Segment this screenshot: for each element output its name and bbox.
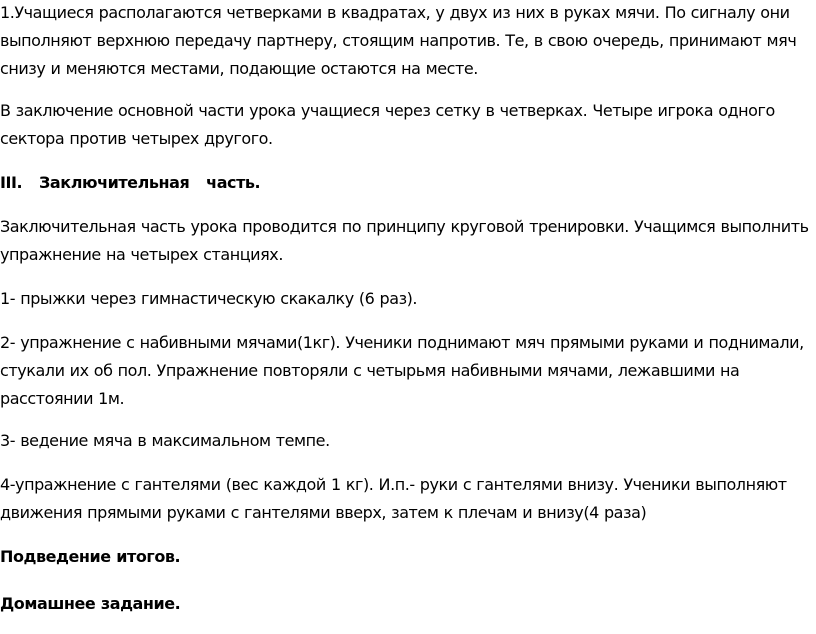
summary-text: Подведение итогов. — [0, 547, 181, 566]
text-line: 1.Учащиеся располагаются четверками в квадратах, у двух из них в руках мячи. По сигналу они — [0, 3, 790, 22]
text-line: 4-упражнение с гантелями (вес каждой 1 кг). И.п.- руки с гантелями внизу. Ученики выполняют — [0, 475, 787, 494]
summary-heading — [0, 543, 816, 571]
section-heading-number: III. — [0, 173, 23, 192]
paragraph-station-1 — [0, 285, 816, 313]
homework-text: Домашнее задание. — [0, 594, 181, 613]
paragraph-final-part-intro — [0, 213, 816, 269]
text-line: Заключительная часть урока проводится по принципу круговой тренировки. Учащимся выполнить — [0, 217, 809, 236]
text-line: В заключение основной части урока учащиеся через сетку в четверках. Четыре игрока одного — [0, 101, 775, 120]
text-line: снизу и меняются местами, подающие остаются на месте. — [0, 59, 478, 78]
section-heading-title: Заключительная часть. — [39, 173, 261, 192]
text-line: стукали их об пол. Упражнение повторяли с четырьмя набивными мячами, лежавшими на — [0, 361, 740, 380]
section-heading — [0, 169, 816, 197]
text-line: выполняют верхнюю передачу партнеру, стоящим напротив. Те, в свою очередь, принимают мяч — [0, 31, 797, 50]
paragraph-drill-description — [0, 0, 816, 83]
text-line: 1- прыжки через гимнастическую скакалку (6 раз). — [0, 289, 418, 308]
text-line: расстоянии 1м. — [0, 389, 125, 408]
paragraph-station-3 — [0, 427, 816, 455]
paragraph-main-part-conclusion — [0, 97, 816, 153]
text-line: движения прямыми руками с гантелями вверх, затем к плечам и внизу(4 раза) — [0, 503, 647, 522]
text-line: упражнение на четырех станциях. — [0, 245, 283, 264]
text-line: сектора против четырех другого. — [0, 129, 273, 148]
text-line: 2- упражнение с набивными мячами(1кг). Ученики поднимают мяч прямыми руками и поднимали, — [0, 333, 804, 352]
paragraph-station-2 — [0, 329, 816, 413]
homework-heading — [0, 590, 816, 618]
text-line: 3- ведение мяча в максимальном темпе. — [0, 431, 330, 450]
paragraph-station-4 — [0, 471, 816, 527]
